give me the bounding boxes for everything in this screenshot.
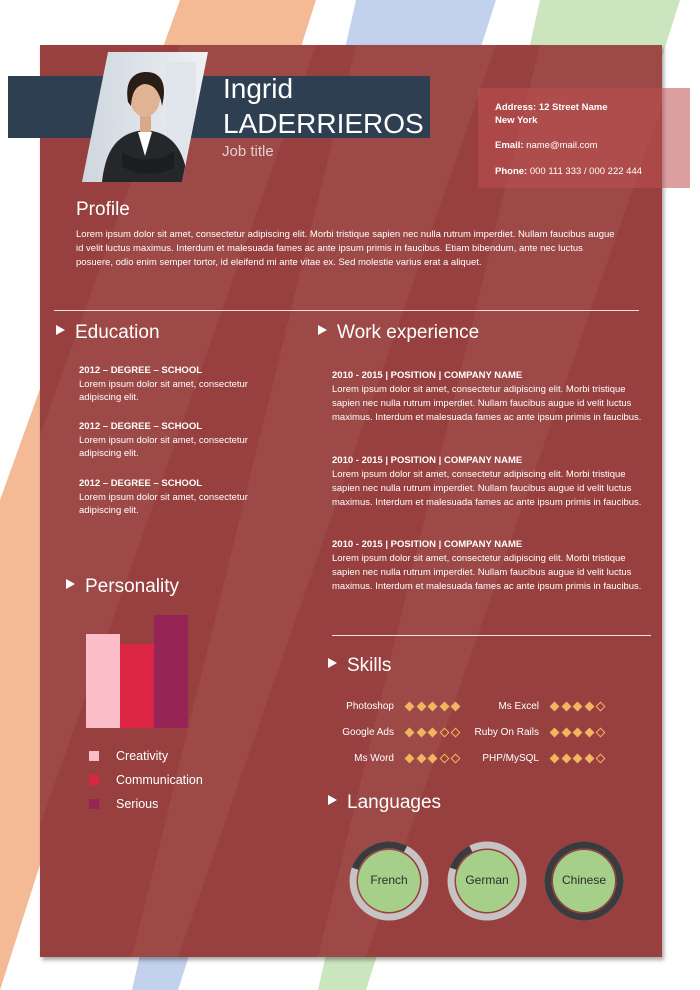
skill-rating-ruby-on-rails xyxy=(550,728,610,738)
address-line1: 12 Street Name xyxy=(538,102,608,113)
rating-diamond-icon xyxy=(428,728,438,738)
education-title-text: Education xyxy=(75,322,160,343)
first-name: Ingrid xyxy=(223,73,294,104)
skill-name-ruby-on-rails: Ruby On Rails xyxy=(474,727,539,738)
rating-diamond-icon xyxy=(416,702,426,712)
work-text: Lorem ipsum dolor sit amet, consectetur adipiscing elit. Morbi tristique sapien nec nulla rutrum imperdiet. Nullam faucibus augue id velit luctus maximus. Interdum et malesuada fames ac ante ipsum primis in faucibus. xyxy=(332,384,642,423)
triangle-bullet-icon xyxy=(328,795,337,805)
triangle-bullet-icon xyxy=(328,658,337,668)
rating-diamond-icon xyxy=(561,702,571,712)
rating-diamond-icon xyxy=(550,728,560,738)
triangle-bullet-icon xyxy=(318,325,327,335)
work-text: Lorem ipsum dolor sit amet, consectetur adipiscing elit. Morbi tristique sapien nec nulla rutrum imperdiet. Nullam faucibus augue id velit luctus maximus. Interdum et malesuada fames ac ante ipsum primis in faucibus. xyxy=(332,553,642,592)
rating-diamond-icon xyxy=(405,754,415,764)
contact-email xyxy=(495,139,598,152)
triangle-bullet-icon xyxy=(66,579,75,589)
legend-swatch-communication xyxy=(89,775,99,785)
skill-rating-ms-excel xyxy=(550,702,610,712)
work-text: Lorem ipsum dolor sit amet, consectetur adipiscing elit. Morbi tristique sapien nec nulla rutrum imperdiet. Nullam faucibus augue id velit luctus maximus. Interdum et malesuada fames ac ante ipsum primis in faucibus. xyxy=(332,469,642,508)
languages-title xyxy=(328,792,441,814)
rating-diamond-icon xyxy=(416,728,426,738)
rating-diamond-icon xyxy=(584,754,594,764)
skill-name-ms-excel: Ms Excel xyxy=(498,701,539,712)
skill-name-google-ads: Google Ads xyxy=(342,727,394,738)
legend-label-serious: Serious xyxy=(116,797,159,811)
profile-divider xyxy=(54,310,639,311)
rating-diamond-icon xyxy=(561,728,571,738)
education-text: Lorem ipsum dolor sit amet, consectetur adipiscing elit. xyxy=(79,378,248,403)
skills-title-text: Skills xyxy=(347,655,392,676)
rating-diamond-icon xyxy=(428,702,438,712)
rating-diamond-icon xyxy=(584,702,594,712)
languages-title-text: Languages xyxy=(347,792,442,813)
rating-diamond-icon xyxy=(573,702,583,712)
rating-diamond-icon xyxy=(561,754,571,764)
education-head: 2012 – DEGREE – SCHOOL xyxy=(79,421,203,432)
education-item xyxy=(79,477,284,518)
education-text: Lorem ipsum dolor sit amet, consectetur adipiscing elit. xyxy=(79,491,248,516)
profile-title: Profile xyxy=(76,199,130,220)
address-line2: New York xyxy=(495,115,538,126)
legend-swatch-creativity xyxy=(89,751,99,761)
personality-title-text: Personality xyxy=(85,576,179,597)
language-label-chinese: Chinese xyxy=(561,873,607,887)
rating-diamond-icon xyxy=(428,754,438,764)
personality-bar-creativity xyxy=(86,634,120,728)
legend-label-communication: Communication xyxy=(116,773,203,787)
work-head: 2010 - 2015 | POSITION | COMPANY NAME xyxy=(332,370,523,381)
personality-title xyxy=(66,576,179,598)
rating-diamond-icon xyxy=(596,754,606,764)
skills-divider xyxy=(332,635,651,636)
rating-diamond-icon xyxy=(596,702,606,712)
phone-label: Phone: xyxy=(495,166,528,177)
personality-bar-serious xyxy=(154,615,188,728)
personality-bar-communication xyxy=(120,644,154,728)
language-label-german: German xyxy=(465,873,509,887)
work-head: 2010 - 2015 | POSITION | COMPANY NAME xyxy=(332,539,523,550)
rating-diamond-icon xyxy=(550,754,560,764)
skill-rating-php-mysql xyxy=(550,754,610,764)
rating-diamond-icon xyxy=(405,728,415,738)
profile-photo xyxy=(82,52,208,182)
email-label: Email: xyxy=(495,140,524,151)
education-item xyxy=(79,364,284,405)
work-head: 2010 - 2015 | POSITION | COMPANY NAME xyxy=(332,455,523,466)
education-item xyxy=(79,420,284,461)
education-text: Lorem ipsum dolor sit amet, consectetur adipiscing elit. xyxy=(79,434,248,459)
rating-diamond-icon xyxy=(573,754,583,764)
education-title xyxy=(56,322,160,344)
contact-phone xyxy=(495,165,642,178)
skill-name-php-mysql: PHP/MySQL xyxy=(482,753,539,764)
language-label-french: French xyxy=(370,873,408,887)
skill-name-ms-word: Ms Word xyxy=(354,753,394,764)
email-value: name@mail.com xyxy=(526,140,598,151)
work-item xyxy=(332,454,642,510)
education-head: 2012 – DEGREE – SCHOOL xyxy=(79,365,203,376)
work-title-text: Work experience xyxy=(337,322,480,343)
job-title: Job title xyxy=(222,143,274,160)
education-head: 2012 – DEGREE – SCHOOL xyxy=(79,478,203,489)
rating-diamond-icon xyxy=(596,728,606,738)
rating-diamond-icon xyxy=(405,702,415,712)
rating-diamond-icon xyxy=(584,728,594,738)
legend-swatch-serious xyxy=(89,799,99,809)
address-label: Address: xyxy=(495,102,537,113)
rating-diamond-icon xyxy=(550,702,560,712)
contact-address xyxy=(495,101,607,127)
phone-value: 000 111 333 / 000 222 444 xyxy=(529,166,643,177)
rating-diamond-icon xyxy=(573,728,583,738)
triangle-bullet-icon xyxy=(56,325,65,335)
legend-label-creativity: Creativity xyxy=(116,749,169,763)
work-item xyxy=(332,538,642,594)
rating-diamond-icon xyxy=(416,754,426,764)
work-item xyxy=(332,369,642,425)
profile-text: Lorem ipsum dolor sit amet, consectetur adipiscing elit. Morbi tristique sapien nec nulla rutrum imperdiet. Nullam faucibus augue id velit luctus maximus. Interdum et malesuada fames ac ante ipsum primis in faucibus. Etiam bibendum, ante nec luctus posuere, odio enim semper tortor, id eleifend mi ante vitae ex. Sed molestie varius erat a aliquet. xyxy=(76,229,615,268)
skills-title xyxy=(328,655,391,677)
last-name: LADERRIEROS xyxy=(223,108,424,139)
work-title xyxy=(318,322,479,344)
skill-name-photoshop: Photoshop xyxy=(346,701,394,712)
